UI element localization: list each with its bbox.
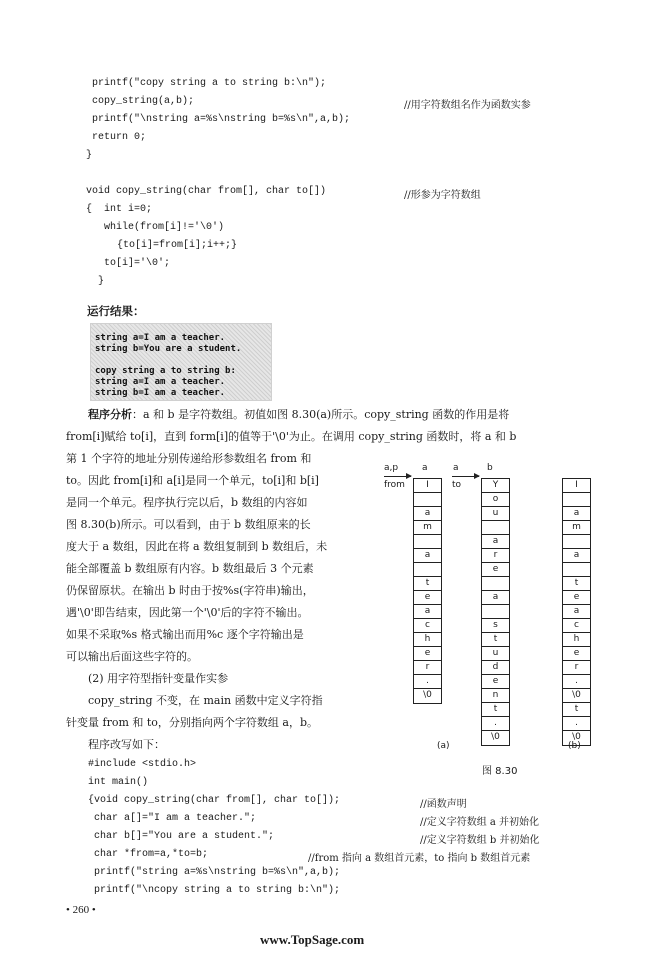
array-cell: e <box>414 647 441 661</box>
code-line: copy_string(a,b); <box>92 96 195 107</box>
label-b: b <box>487 463 493 473</box>
array-cell: . <box>563 675 590 689</box>
array-cell: m <box>414 521 441 535</box>
array-cell: I <box>563 479 590 493</box>
terminal-line: copy string a to string b: <box>95 366 236 376</box>
code-line: int main() <box>88 777 149 788</box>
array-cell: \0 <box>563 689 590 703</box>
code-line: printf("copy string a to string b:\n"); <box>92 78 327 89</box>
analysis-line: 图 8.30(b)所示。可以看到，由于 b 数组原来的长 <box>66 518 311 531</box>
array-cell: c <box>414 619 441 633</box>
array-cell: a <box>482 591 509 605</box>
caption-b: (b) <box>568 741 581 751</box>
array-cell <box>563 563 590 577</box>
analysis-line: 遇'\0'即告结束，因此第一个'\0'后的字符不输出。 <box>66 606 309 619</box>
array-cell: c <box>563 619 590 633</box>
watermark: www.TopSage.com <box>260 932 365 947</box>
terminal-line: string b=I am a teacher. <box>95 388 226 398</box>
code-line: } <box>98 276 105 287</box>
array-cell: I <box>414 479 441 493</box>
code-line: char *from=a,*to=b; <box>94 849 209 860</box>
array-cell <box>563 493 590 507</box>
array-cell: d <box>482 661 509 675</box>
code-line: void copy_string(char from[], char to[]) <box>86 186 327 197</box>
analysis-line: 程序分析：a 和 b 是字符数组。初值如图 8.30(a)所示。copy_string 函数的作用是将 <box>88 408 510 421</box>
code-comment: //定义字符数组 a 并初始化 <box>420 817 540 828</box>
code-comment: //from 指向 a 数组首元素，to 指向 b 数组首元素 <box>308 853 531 864</box>
page-number: • 260 • <box>66 904 96 916</box>
array-cell <box>414 493 441 507</box>
code-comment: //函数声明 <box>420 799 467 810</box>
caption-a: (a) <box>437 741 450 751</box>
code-comment: //形参为字符数组 <box>404 190 481 201</box>
array-cell: . <box>482 717 509 731</box>
arrow-from-icon <box>384 476 411 477</box>
analysis-line: 如果不采取%s 格式输出而用%c 逐个字符输出是 <box>66 628 304 641</box>
analysis-line: 仍保留原状。在输出 b 时由于按%s(字符串)输出， <box>66 584 314 597</box>
array-b-original-diagram <box>481 478 510 746</box>
array-cell: a <box>414 549 441 563</box>
array-cell <box>414 535 441 549</box>
analysis-line: 是同一个单元。程序执行完以后，b 数组的内容如 <box>66 496 308 509</box>
array-cell: h <box>414 633 441 647</box>
array-cell: e <box>482 675 509 689</box>
array-cell: u <box>482 507 509 521</box>
array-cell: h <box>563 633 590 647</box>
array-cell: t <box>482 633 509 647</box>
code-comment: //用字符数组名作为函数实参 <box>404 100 531 111</box>
figure-caption: 图 8.30 <box>482 766 518 777</box>
terminal-line: string a=I am a teacher. <box>95 333 226 343</box>
array-cell: \0 <box>491 732 500 742</box>
run-result-heading: 运行结果： <box>87 304 145 318</box>
terminal-line: string a=I am a teacher. <box>95 377 226 387</box>
array-cell: a <box>563 605 590 619</box>
array-cell: r <box>563 661 590 675</box>
array-cell: a <box>563 507 590 521</box>
array-a-diagram <box>413 478 442 704</box>
array-cell: a <box>414 605 441 619</box>
array-cell: n <box>482 689 509 703</box>
analysis-line: 第 1 个字符的地址分别传递给形参数组名 from 和 <box>66 452 312 465</box>
code-line: { int i=0; <box>86 204 153 215</box>
label-from: from <box>384 480 405 490</box>
array-cell: . <box>563 717 590 731</box>
array-b-after-diagram <box>562 478 591 746</box>
label-ap: a,p <box>384 463 399 473</box>
body-line: 程序改写如下： <box>88 738 165 751</box>
code-line: } <box>86 150 93 161</box>
label-to: to <box>452 480 462 490</box>
array-cell <box>482 521 509 535</box>
array-cell: \0 <box>423 690 432 700</box>
array-cell: e <box>482 563 509 577</box>
array-cell: a <box>482 535 509 549</box>
array-cell <box>482 605 509 619</box>
array-cell: t <box>563 703 590 717</box>
code-line: char a[]="I am a teacher."; <box>94 813 257 824</box>
code-line: return 0; <box>92 132 147 143</box>
array-cell <box>482 577 509 591</box>
array-cell: e <box>563 591 590 605</box>
code-comment: //定义字符数组 b 并初始化 <box>420 835 540 846</box>
analysis-label: 程序分析 <box>88 408 132 421</box>
array-cell: m <box>563 521 590 535</box>
array-cell: t <box>414 577 441 591</box>
code-line: printf("string a=%s\nstring b=%s\n",a,b); <box>94 867 341 878</box>
array-cell <box>563 535 590 549</box>
code-line: {void copy_string(char from[], char to[]); <box>88 795 341 806</box>
code-line: char b[]="You are a student."; <box>94 831 275 842</box>
code-line: while(from[i]!='\0') <box>104 222 225 233</box>
analysis-line: 能全部覆盖 b 数组原有内容。b 数组最后 3 个元素 <box>66 562 314 575</box>
array-cell: Y <box>482 479 509 493</box>
section-subheading: (2) 用字符型指针变量作实参 <box>88 672 229 685</box>
terminal-line: string b=You are a student. <box>95 344 242 354</box>
array-cell: o <box>482 493 509 507</box>
arrow-to-icon <box>452 476 479 477</box>
label-a-second: a <box>453 463 459 473</box>
body-line: 针变量 from 和 to，分别指向两个字符数组 a，b。 <box>66 716 319 729</box>
analysis-line: 度大于 a 数组，因此在将 a 数组复制到 b 数组后，未 <box>66 540 328 553</box>
array-cell: r <box>414 661 441 675</box>
code-line: #include <stdio.h> <box>88 759 197 770</box>
array-cell <box>414 563 441 577</box>
terminal-output <box>90 323 272 401</box>
analysis-line: to。因此 from[i]和 a[i]是同一个单元，to[i]和 b[i] <box>66 474 319 487</box>
array-cell: e <box>563 647 590 661</box>
array-cell: a <box>563 549 590 563</box>
analysis-line: 可以输出后面这些字符的。 <box>66 650 198 663</box>
array-cell: t <box>482 703 509 717</box>
analysis-line: from[i]赋给 to[i]，直到 form[i]的值等于'\0'为止。在调用 copy_string 函数时，将 a 和 b <box>66 430 517 443</box>
code-line: printf("\nstring a=%s\nstring b=%s\n",a,b); <box>92 114 351 125</box>
code-line: to[i]='\0'; <box>104 258 171 269</box>
code-line: printf("\ncopy string a to string b:\n"); <box>94 885 341 896</box>
array-cell: e <box>414 591 441 605</box>
code-line: {to[i]=from[i];i++;} <box>117 240 238 251</box>
array-cell: . <box>414 675 441 689</box>
array-cell: s <box>482 619 509 633</box>
array-cell: \0 <box>572 732 581 742</box>
body-line: copy_string 不变，在 main 函数中定义字符指 <box>88 694 323 707</box>
array-cell: a <box>414 507 441 521</box>
array-cell: r <box>482 549 509 563</box>
array-cell: t <box>563 577 590 591</box>
label-a: a <box>422 463 428 473</box>
array-cell: u <box>482 647 509 661</box>
